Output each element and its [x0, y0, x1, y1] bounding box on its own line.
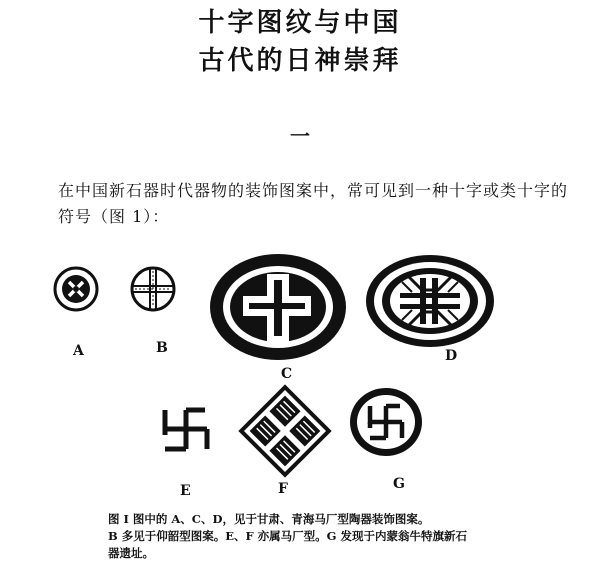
figure-f-swastika-lozenge [238, 384, 332, 478]
caption-line-3: 器遗址。 [108, 546, 154, 560]
figure-label-d: D [445, 348, 458, 364]
figure-label-e: E [180, 483, 191, 499]
figure-caption [108, 511, 588, 562]
body-paragraph: 在中国新石器时代器物的装饰图案中，常可见到一种十字或类十字的符号（图 1）： [58, 181, 569, 226]
section-number: 一 [290, 124, 310, 148]
figure-label-c: C [281, 366, 293, 382]
figure-a-cross-disc [52, 265, 100, 313]
figure-label-b: B [156, 340, 168, 356]
figure-g-swastika-disc [346, 384, 426, 460]
figure-label-f: F [278, 481, 288, 497]
figure-d-cross-disc [360, 250, 500, 352]
figure-label-a: A [73, 343, 84, 359]
figure-e-swastika [160, 405, 212, 453]
title-line-2: 古代的日神崇拜 [198, 46, 402, 76]
caption-line-1: 图 I 图中的 A、C、D，见于甘肃、青海马厂型陶器装饰图案。 [108, 512, 430, 526]
figure-c-cross-disc [205, 250, 355, 368]
title-line-1: 十字图纹与中国 [198, 8, 402, 38]
figure-label-g: G [393, 476, 405, 492]
figure-b-cross-disc [128, 264, 178, 314]
caption-line-2: B 多见于仰韶型图案。E、F 亦属马厂型。G 发现于内蒙翁牛特旗新石 [108, 529, 467, 543]
